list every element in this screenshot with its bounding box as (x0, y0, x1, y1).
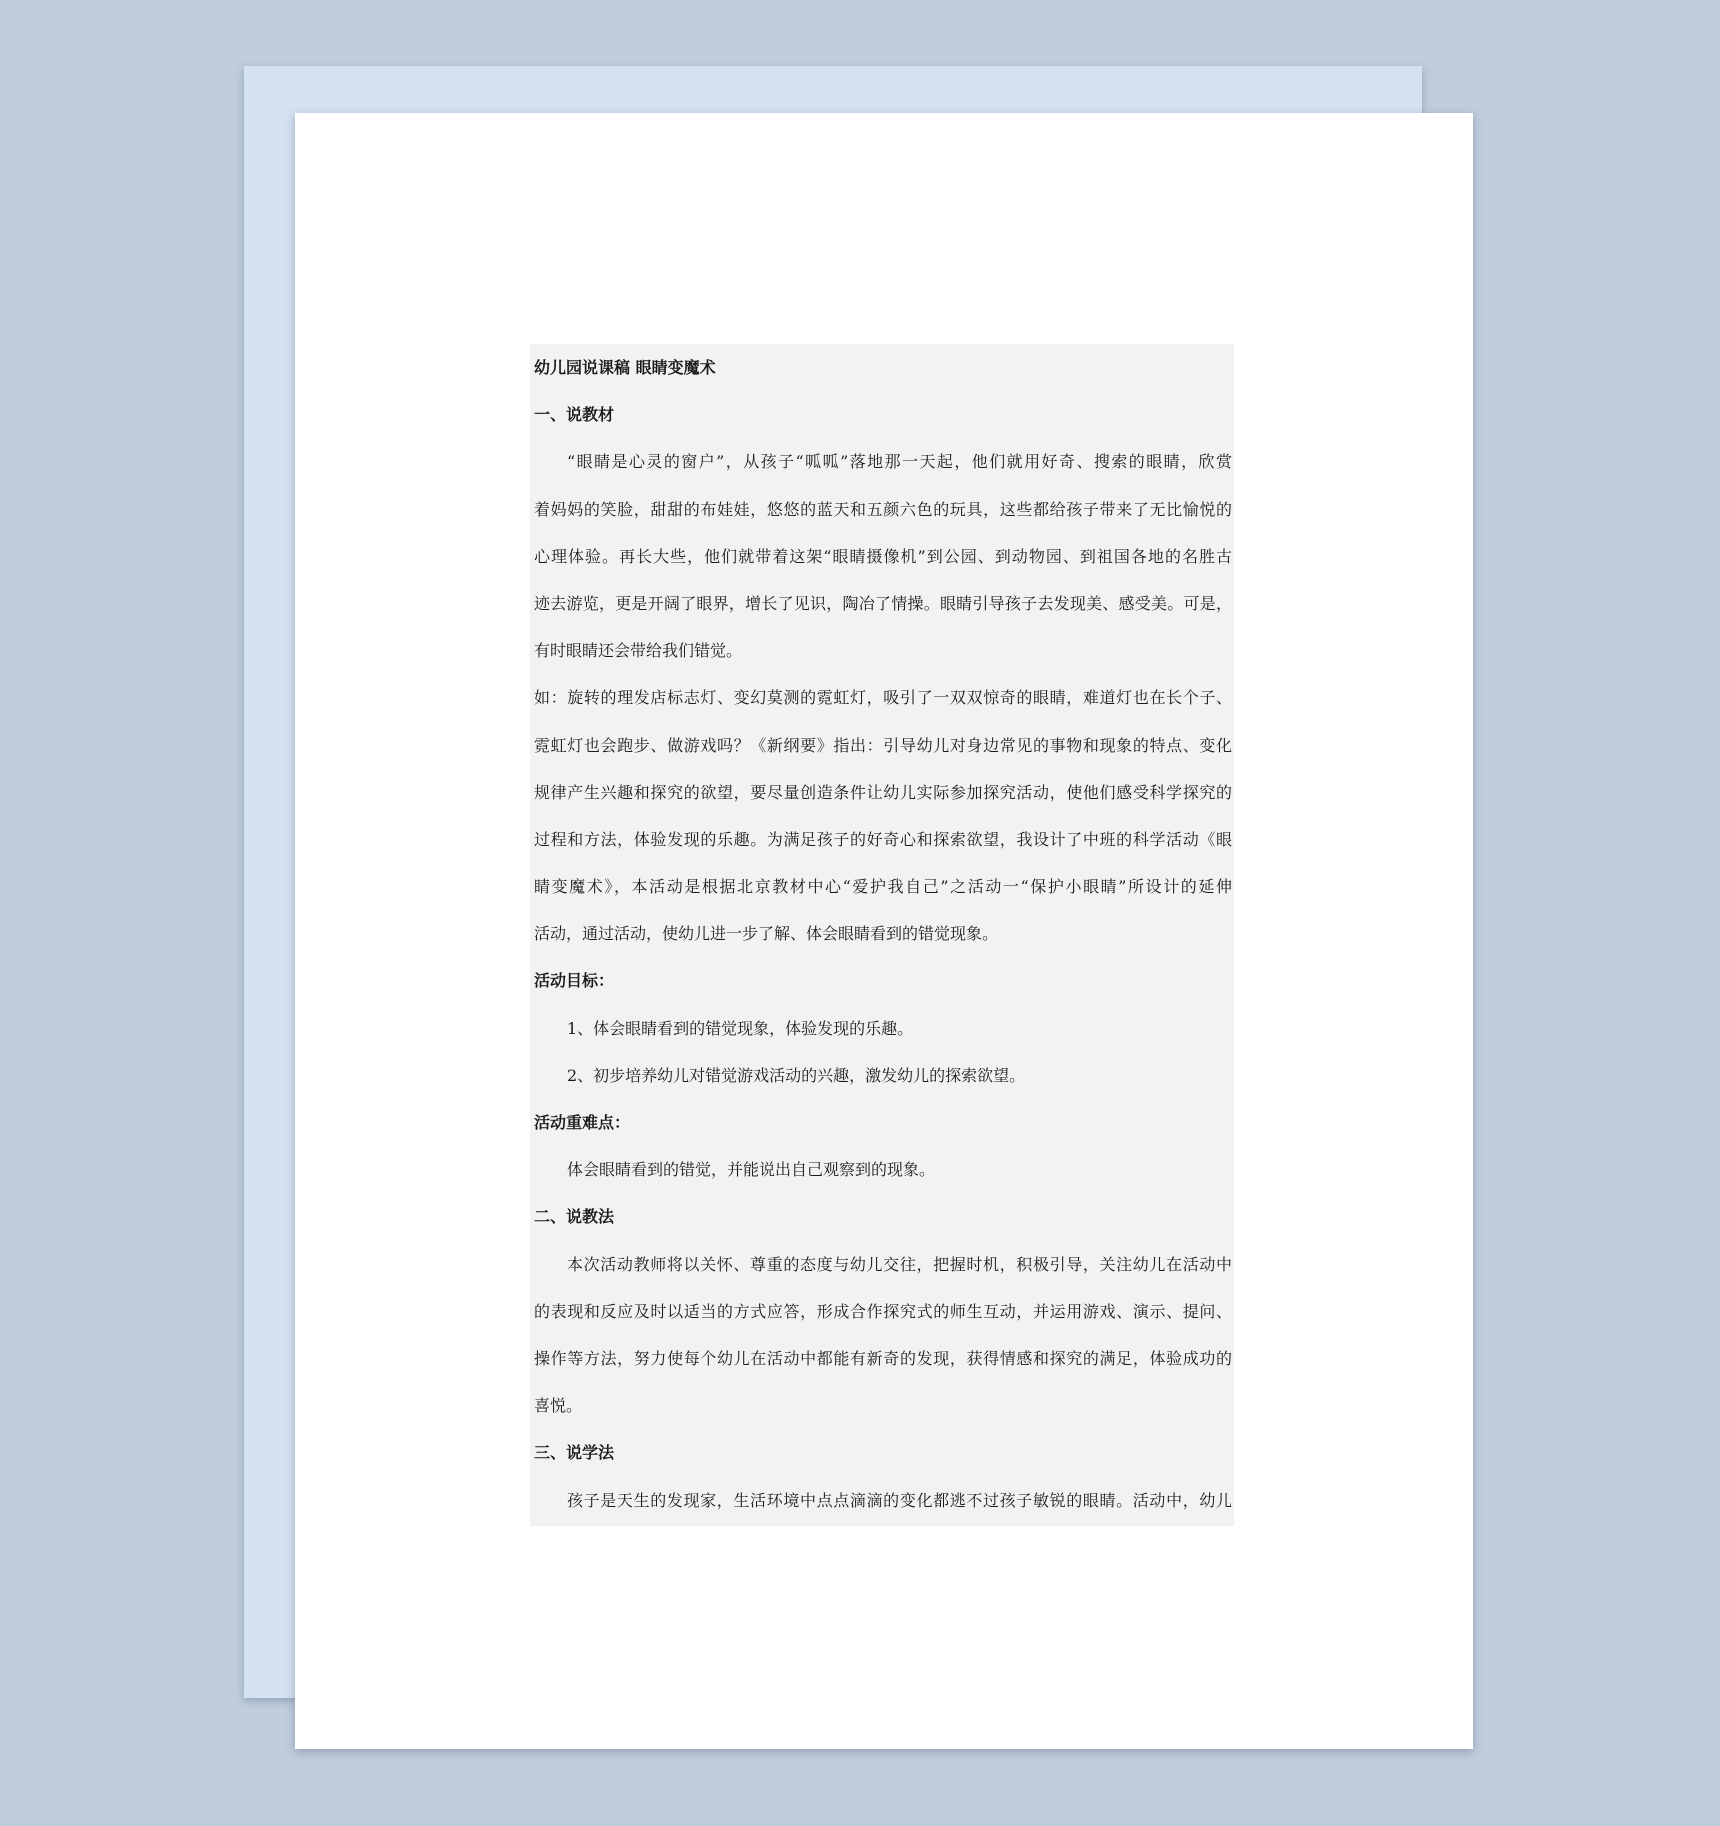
paragraph-line: 迹去游览，更是开阔了眼界，增长了见识，陶冶了情操。眼睛引导孩子去发现美、感受美。可是， (534, 593, 1232, 613)
section-heading-key-points: 活动重难点： (534, 1113, 631, 1132)
paragraph-line: 规律产生兴趣和探究的欲望，要尽量创造条件让幼儿实际参加探究活动，使他们感受科学探究的 (534, 782, 1232, 802)
goal-item-2: 2、初步培养幼儿对错觉游戏活动的兴趣，激发幼儿的探索欲望。 (567, 1065, 1026, 1085)
goal-item-1: 1、体会眼睛看到的错觉现象，体验发现的乐趣。 (567, 1018, 914, 1038)
paragraph-line: 本次活动教师将以关怀、尊重的态度与幼儿交往，把握时机，积极引导，关注幼儿在活动中 (567, 1254, 1232, 1274)
section-heading-teaching-material: 一、说教材 (534, 405, 615, 425)
paragraph-line: 过程和方法，体验发现的乐趣。为满足孩子的好奇心和探索欲望，我设计了中班的科学活动《眼 (534, 829, 1232, 849)
document-body (534, 344, 1232, 1524)
paragraph-line: 孩子是天生的发现家，生活环境中点点滴滴的变化都逃不过孩子敏锐的眼睛。活动中，幼儿 (567, 1490, 1232, 1510)
document-title: 幼儿园说课稿 眼睛变魔术 (534, 358, 716, 377)
paragraph-line: 心理体验。再长大些，他们就带着这架“眼睛摄像机”到公园、到动物园、到祖国各地的名胜古 (534, 546, 1232, 566)
paragraph-line: 活动，通过活动，使幼儿进一步了解、体会眼睛看到的错觉现象。 (534, 924, 999, 944)
paragraph-line: 操作等方法，努力使每个幼儿在活动中都能有新奇的发现，获得情感和探究的满足，体验成功的 (534, 1348, 1232, 1368)
section-heading-teaching-method: 二、说教法 (534, 1207, 615, 1227)
paragraph-line: 有时眼睛还会带给我们错觉。 (534, 641, 743, 661)
section-heading-learning-method: 三、说学法 (534, 1443, 615, 1463)
key-points-text: 体会眼睛看到的错觉，并能说出自己观察到的现象。 (567, 1160, 936, 1180)
paragraph-line: “眼睛是心灵的窗户”，从孩子“呱呱”落地那一天起，他们就用好奇、搜索的眼睛，欣赏 (567, 452, 1232, 472)
paragraph-line: 喜悦。 (534, 1396, 583, 1416)
paragraph-line: 霓虹灯也会跑步、做游戏吗？《新纲要》指出：引导幼儿对身边常见的事物和现象的特点、变化 (534, 735, 1232, 755)
section-heading-goals: 活动目标： (534, 971, 615, 991)
paragraph-line: 睛变魔术》，本活动是根据北京教材中心“爱护我自己”之活动一“保护小眼睛”所设计的延伸 (534, 877, 1232, 897)
paragraph-line: 着妈妈的笑脸，甜甜的布娃娃，悠悠的蓝天和五颜六色的玩具，这些都给孩子带来了无比愉悦的 (534, 499, 1232, 519)
document-text-block (530, 344, 1234, 1526)
paragraph-line: 的表现和反应及时以适当的方式应答，形成合作探究式的师生互动，并运用游戏、演示、提问、 (534, 1301, 1232, 1321)
paragraph-line: 如：旋转的理发店标志灯、变幻莫测的霓虹灯，吸引了一双双惊奇的眼睛，难道灯也在长个子、 (534, 688, 1232, 708)
